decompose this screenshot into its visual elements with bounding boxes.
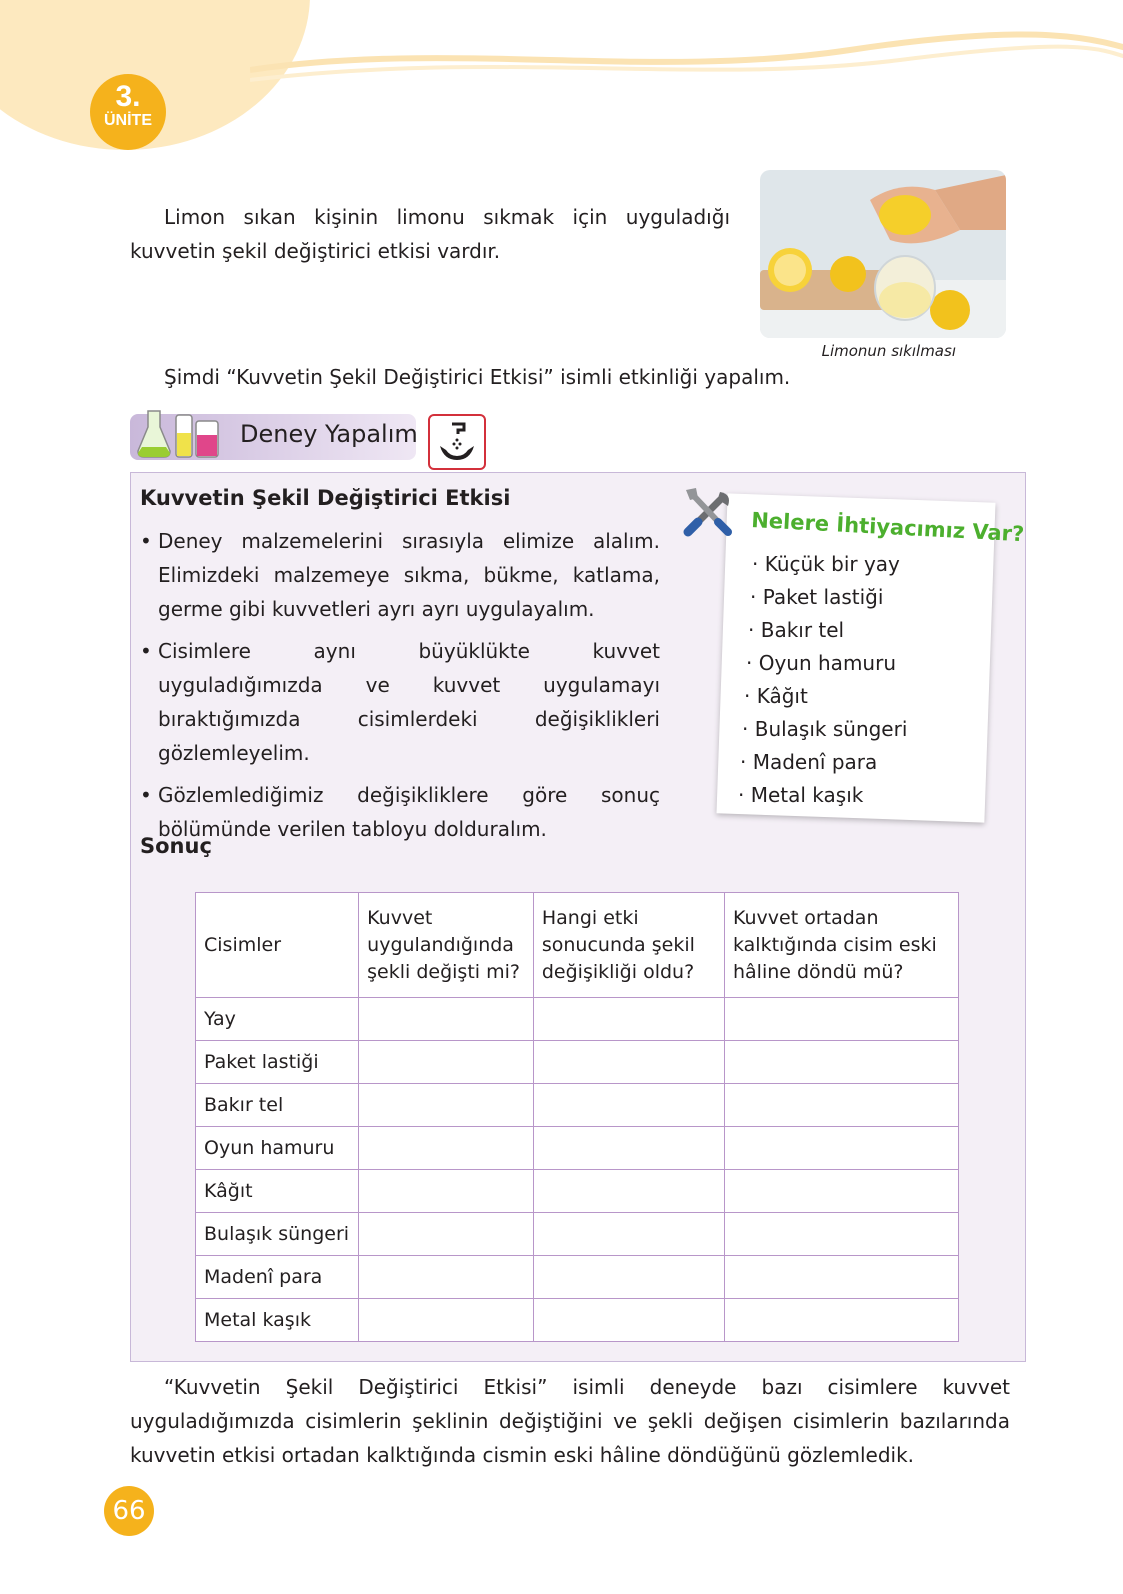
- table-row: [196, 1041, 959, 1084]
- list-item: • Gözlemlediğimiz değişikliklere göre sonuç bölümünde verilen tabloyu dolduralım.: [140, 778, 660, 846]
- unit-label: ÜNİTE: [104, 112, 152, 129]
- answer-cell[interactable]: [533, 1127, 724, 1170]
- answer-cell[interactable]: [533, 1256, 724, 1299]
- answer-cell[interactable]: [724, 1170, 958, 1213]
- answer-cell[interactable]: [533, 1084, 724, 1127]
- table-row: [196, 1256, 959, 1299]
- results-table: [195, 892, 959, 1342]
- header-wave-decoration: [250, 30, 1123, 90]
- experiment-heading: Kuvvetin Şekil Değiştirici Etkisi: [140, 486, 511, 510]
- hand-washing-icon: [428, 414, 486, 470]
- beakers-icon: [134, 407, 222, 459]
- intro-paragraph: Limon sıkan kişinin limonu sıkmak için uyguladığı kuvvetin şekil değiştirici etkisi vardır.: [130, 205, 730, 263]
- list-item: · Bakır tel: [734, 614, 907, 647]
- row-label: Oyun hamuru: [196, 1127, 359, 1170]
- list-item: · Kâğıt: [734, 680, 907, 713]
- answer-cell[interactable]: [533, 1041, 724, 1084]
- unit-number: 3.: [115, 80, 141, 113]
- answer-cell[interactable]: [533, 1213, 724, 1256]
- list-item: • Cisimlere aynı büyüklükte kuvvet uyguladığımızda ve kuvvet uygulamayı bıraktığımızda cisimlerdeki değişiklikleri gözlemleyelim.: [140, 634, 660, 770]
- list-item: · Oyun hamuru: [734, 647, 907, 680]
- answer-cell[interactable]: [359, 1213, 534, 1256]
- row-label: Bulaşık süngeri: [196, 1213, 359, 1256]
- answer-cell[interactable]: [359, 1084, 534, 1127]
- list-item: · Paket lastiği: [734, 581, 907, 614]
- answer-cell[interactable]: [359, 1041, 534, 1084]
- answer-cell[interactable]: [359, 1299, 534, 1342]
- table-header: Kuvvet ortadan kalktığında cisim eski hâline döndü mü?: [724, 893, 958, 998]
- table-row: [196, 1213, 959, 1256]
- list-item: · Madenî para: [734, 746, 907, 779]
- table-header: Hangi etki sonucunda şekil değişikliği oldu?: [533, 893, 724, 998]
- list-item: · Bulaşık süngeri: [734, 713, 907, 746]
- answer-cell[interactable]: [724, 1256, 958, 1299]
- table-row: [196, 1127, 959, 1170]
- row-label: Metal kaşık: [196, 1299, 359, 1342]
- table-row: [196, 998, 959, 1041]
- answer-cell[interactable]: [724, 998, 958, 1041]
- lemon-squeeze-photo: [760, 170, 1006, 338]
- list-item: • Deney malzemelerini sırasıyla elimize alalım. Elimizdeki malzemeye sıkma, bükme, katlama, germe gibi kuvvetleri ayrı ayrı uygulayalım.: [140, 524, 660, 626]
- table-header: Cisimler: [196, 893, 359, 998]
- activity-sentence: Şimdi “Kuvvetin Şekil Değiştirici Etkisi” isimli etkinliği yapalım.: [164, 365, 791, 389]
- answer-cell[interactable]: [724, 1127, 958, 1170]
- experiment-steps: [140, 524, 660, 854]
- photo-caption: Limonun sıkılması: [821, 342, 956, 360]
- materials-title: Nelere İhtiyacımız Var?: [750, 508, 1025, 547]
- answer-cell[interactable]: [724, 1041, 958, 1084]
- page-number: 66: [104, 1486, 154, 1536]
- answer-cell[interactable]: [724, 1213, 958, 1256]
- answer-cell[interactable]: [359, 1127, 534, 1170]
- answer-cell[interactable]: [359, 1256, 534, 1299]
- conclusion-paragraph: “Kuvvetin Şekil Değiştirici Etkisi” isimli deneyde bazı cisimlere kuvvet uyguladığımızda cisimlerin şeklinin değiştiğini ve şekli değişen cisimlerin bazılarında kuvvetin etkisi ortadan kalktığında cismin eski hâline döndüğünü gözlemledik.: [130, 1375, 1010, 1467]
- list-item: · Metal kaşık: [734, 779, 907, 812]
- answer-cell[interactable]: [533, 1170, 724, 1213]
- answer-cell[interactable]: [724, 1299, 958, 1342]
- tools-icon: [680, 484, 736, 540]
- answer-cell[interactable]: [359, 998, 534, 1041]
- materials-list: [734, 548, 907, 812]
- answer-cell[interactable]: [533, 998, 724, 1041]
- table-header: Kuvvet uygulandığında şekli değişti mi?: [359, 893, 534, 998]
- list-item: · Küçük bir yay: [734, 548, 907, 581]
- table-header-row: [196, 893, 959, 998]
- table-row: [196, 1299, 959, 1342]
- experiment-label: Deney Yapalım: [240, 420, 418, 448]
- row-label: Madenî para: [196, 1256, 359, 1299]
- row-label: Paket lastiği: [196, 1041, 359, 1084]
- row-label: Bakır tel: [196, 1084, 359, 1127]
- row-label: Kâğıt: [196, 1170, 359, 1213]
- result-heading: Sonuç: [140, 834, 212, 858]
- row-label: Yay: [196, 998, 359, 1041]
- answer-cell[interactable]: [359, 1170, 534, 1213]
- table-row: [196, 1084, 959, 1127]
- answer-cell[interactable]: [533, 1299, 724, 1342]
- unit-badge: [90, 74, 166, 150]
- table-row: [196, 1170, 959, 1213]
- answer-cell[interactable]: [724, 1084, 958, 1127]
